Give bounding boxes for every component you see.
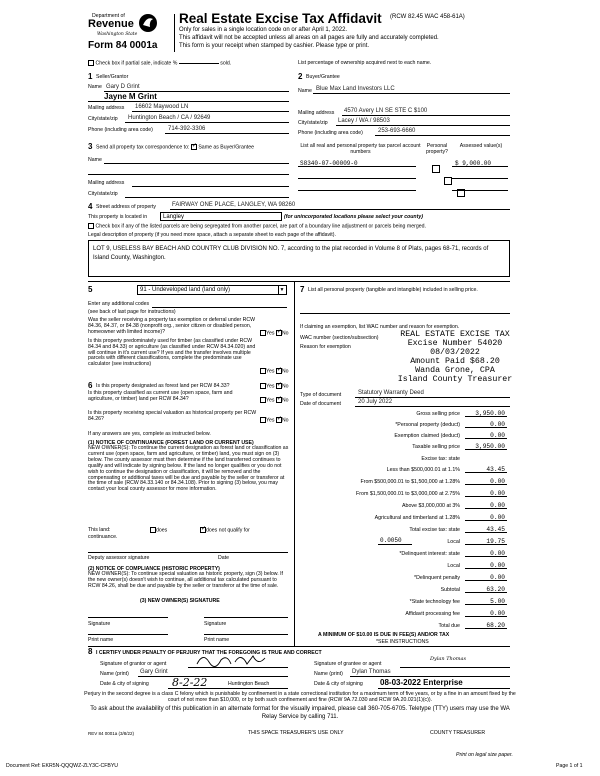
claim-exemption-label: If claiming an exemption, list WAC number and reason for exemption. bbox=[300, 324, 460, 330]
land-use-value: 91 - Undeveloped land (land only) bbox=[140, 287, 231, 293]
see-back-note: (see back of last page for instructions) bbox=[88, 309, 176, 315]
correspondence-mailing-label: Mailing address bbox=[88, 180, 125, 186]
q-current-use-yes-checkbox[interactable] bbox=[260, 368, 266, 374]
grantor-date-label: Date & city of signing bbox=[100, 681, 149, 687]
grantor-date-value[interactable]: 8-2-22 bbox=[172, 676, 208, 689]
minimum-note: A MINIMUM OF $10.00 IS DUE IN FEE(S) AND/OR TAX bbox=[318, 632, 450, 638]
grantee-signature-label: Signature of grantee or agent bbox=[314, 661, 382, 667]
tier1-amount[interactable]: 43.45 bbox=[486, 466, 505, 473]
agency-name: Revenue bbox=[88, 18, 134, 30]
grantee-date-value[interactable]: 08-03-2022 Enterprise bbox=[380, 678, 463, 687]
subtotal-amount[interactable]: 63.20 bbox=[486, 586, 505, 593]
tier3-label: From $1,500,000.01 to $3,000,000 at 2.75% bbox=[356, 491, 460, 497]
certify-heading: I CERTIFY UNDER PENALTY OF PERJURY THAT THE FOREGOING IS TRUE AND CORRECT bbox=[96, 650, 322, 656]
yes-label: Yes bbox=[266, 330, 275, 337]
buyer-phone-value[interactable]: 253-693-6660 bbox=[378, 128, 416, 134]
subtotal-label: Subtotal bbox=[440, 587, 460, 593]
buyer-heading: Buyer/Grantee bbox=[306, 74, 340, 80]
partial-sale-checkbox[interactable] bbox=[88, 60, 94, 66]
land-use-section-number: 5 bbox=[88, 285, 93, 294]
section6-number: 6 bbox=[88, 381, 93, 390]
notice1-body: NEW OWNER(S): To continue the current designation as forest land or classification as current use (open space, farm and agriculture, or timber) land, you must sign on (3) below. The county assessor must then determine if the land transferred continues to qualify and will indicate by signing below. If the land no longer qualifies or you do not wish to continue the designation or classification, it will be removed and the compensating or additional taxes will be due and payable by the seller or transferor at the time of sale (RCW 84.33.140 or 84.34.108). Prior to signing (3) below, you may contact your local county assessor for more information. bbox=[88, 445, 289, 493]
total-state-amount[interactable]: 43.45 bbox=[486, 526, 505, 533]
county-treasurer-label: COUNTY TREASURER bbox=[430, 730, 486, 736]
ag-amount[interactable]: 0.00 bbox=[490, 514, 505, 521]
local-amount[interactable]: 19.75 bbox=[486, 538, 505, 545]
reason-label: Reason for exemption bbox=[300, 344, 351, 350]
document-ref: Document Ref: EKR5N-QQQWZ-ZLY3C-CFBYU bbox=[6, 763, 119, 769]
stamp-line-5: Wanda Grone, CPA bbox=[415, 366, 495, 375]
seller-mailing-label: Mailing address bbox=[88, 105, 125, 111]
q-exemption-no-checkbox[interactable] bbox=[276, 330, 282, 336]
q-special-answers bbox=[260, 417, 289, 423]
partial-sale-row bbox=[88, 60, 231, 66]
grantee-name-value[interactable]: Dylan Thomas bbox=[352, 669, 391, 675]
column-divider bbox=[294, 281, 295, 646]
agency-line3: Washington State bbox=[97, 32, 138, 37]
doc-date-value[interactable]: 20 July 2022 bbox=[358, 399, 393, 405]
notice1-title: (1) NOTICE OF CONTINUANCE (FOREST LAND OR CURRENT USE) bbox=[88, 440, 254, 446]
q-forest-label: Is this property designated as forest land per RCW 84.33? bbox=[96, 383, 230, 389]
chevron-down-icon: ▼ bbox=[279, 287, 285, 293]
notice3-title: (3) NEW OWNER(S) SIGNATURE bbox=[140, 598, 220, 604]
tier3-amount[interactable]: 0.00 bbox=[490, 490, 505, 497]
grantor-signature-label: Signature of grantor or agent bbox=[100, 661, 167, 667]
gross-label: Gross selling price bbox=[416, 411, 460, 417]
no-label: No bbox=[281, 330, 289, 337]
correspondence-city-label: City/state/zip bbox=[88, 191, 118, 197]
partial-sale-suffix: sold. bbox=[220, 60, 232, 67]
owner2-print-label: Print name bbox=[204, 637, 230, 643]
continuance-label: continuance. bbox=[88, 534, 118, 540]
grantor-signature-scribble bbox=[195, 652, 270, 669]
no-label: No bbox=[281, 397, 289, 404]
processing-fee-amount[interactable]: 0.00 bbox=[490, 610, 505, 617]
located-select[interactable] bbox=[160, 212, 282, 221]
does-not-checkbox[interactable] bbox=[200, 527, 206, 533]
grantor-city-value[interactable]: Huntington Beach bbox=[228, 681, 270, 687]
seller-name-label: Name bbox=[88, 84, 102, 90]
doc-date-label: Date of document bbox=[300, 401, 341, 407]
seller-phone-value[interactable]: 714-392-3306 bbox=[168, 126, 206, 132]
q-current-use-answers bbox=[260, 368, 289, 374]
excise-state-label: Excise tax: state bbox=[421, 456, 460, 462]
yes-label: Yes bbox=[266, 383, 275, 390]
q-exemption: Was the seller receiving a property tax exemption or deferral under RCW 84.36, 84.37, or 84.38 (nonprofit org., senior citizen or disabled person, homeowner with limited income)? bbox=[88, 317, 256, 335]
tier1-label: Less than $500,000.01 at 1.1% bbox=[386, 467, 460, 473]
legal-description-text: LOT 9, USELESS BAY BEACH AND COUNTRY CLUB DIVISION NO. 7, according to the plat recorded in Volume 8 of Plats, pages 68-71, records of Island County, Washington. bbox=[93, 246, 489, 261]
local-rate[interactable]: 0.0050 bbox=[380, 537, 402, 544]
q-classified-answers bbox=[260, 397, 289, 403]
notice-2: This affidavit will not be accepted unless all areas on all pages are fully and accurately completed. bbox=[179, 35, 439, 41]
buyer-mailing-value[interactable]: 4570 Avery LN SE STE C $100 bbox=[344, 108, 428, 114]
segregation-row bbox=[88, 223, 426, 229]
delinq-state-label: *Delinquent interest: state bbox=[399, 551, 460, 557]
property-section-number: 4 bbox=[88, 202, 93, 211]
buyer-section-number: 2 bbox=[298, 72, 303, 81]
same-as-buyer-label: Same as Buyer/Grantee bbox=[198, 144, 254, 151]
section7-number: 7 bbox=[300, 285, 305, 294]
see-instructions: *SEE INSTRUCTIONS bbox=[376, 639, 429, 645]
stamp-line-1: REAL ESTATE EXCISE TAX bbox=[400, 330, 510, 339]
section8-number: 8 bbox=[88, 647, 93, 656]
this-land-label: This land: bbox=[88, 527, 111, 533]
grantor-name-label: Name (print) bbox=[100, 671, 129, 677]
q-current-use: Is this property predominately used for timber (as classified under RCW 84.34 and 84.33) or agriculture (as classified under RCW 84.34.020) and will continue in it's current use? If yes and the transfer involves multiple parcels with different classifications, complete the predominate use calculator (see instructions) bbox=[88, 338, 256, 368]
q-classified-no-checkbox[interactable] bbox=[276, 397, 282, 403]
gross-amount[interactable]: 3,950.00 bbox=[475, 410, 505, 417]
q-special-yes-checkbox[interactable] bbox=[260, 417, 266, 423]
grantor-name-value[interactable]: Gary Grint bbox=[140, 669, 168, 675]
q-forest-no-checkbox[interactable] bbox=[276, 383, 282, 389]
legal-description-box[interactable] bbox=[88, 240, 510, 277]
total-due-label: Total due bbox=[438, 623, 460, 629]
doc-type-value[interactable]: Statutory Warranty Deed bbox=[358, 390, 424, 396]
taxable-label: Taxable selling price bbox=[412, 444, 460, 450]
stamp-line-2: Excise Number 54020 bbox=[407, 339, 503, 348]
buyer-city-value[interactable]: Lacey / WA / 98503 bbox=[338, 118, 390, 124]
q-exemption-answers bbox=[260, 330, 289, 336]
total-due-amount[interactable]: 68.20 bbox=[486, 622, 505, 629]
buyer-name-label: Name bbox=[298, 88, 312, 94]
parcel-header-accounts: List all real and personal property tax parcel account numbers bbox=[300, 143, 421, 155]
q-classified-yes-checkbox[interactable] bbox=[260, 397, 266, 403]
buyer-city-label: City/state/zip bbox=[298, 120, 328, 126]
ag-label: Agricultural and timberland at 1.28% bbox=[374, 515, 460, 521]
no-label: No bbox=[281, 368, 289, 375]
delinq-local-label: Local bbox=[447, 563, 460, 569]
grantee-name-label: Name (print) bbox=[314, 671, 343, 677]
alternate-format-notice: To ask about the availability of this publication in an alternate format for the visually impaired, please call 360-705-6705. Teletype (TTY) users may use the WA Relay Service by calling 711. bbox=[90, 706, 510, 720]
header-divider bbox=[174, 14, 175, 52]
treasurer-stamp bbox=[380, 330, 530, 384]
located-value: Langley bbox=[163, 214, 185, 220]
tier2-amount[interactable]: 0.00 bbox=[490, 478, 505, 485]
agency-line1: Department of bbox=[92, 13, 125, 19]
agency-logo bbox=[86, 12, 171, 50]
seller-heading: Seller/Grantor bbox=[96, 74, 129, 80]
ownership-note: List percentage of ownership acquired next to each name. bbox=[298, 60, 432, 66]
form-title-ref: (RCW 82.45 WAC 458-61A) bbox=[390, 14, 465, 20]
q-forest bbox=[96, 383, 230, 389]
correspondence-heading: Send all property tax correspondence to: bbox=[96, 144, 190, 151]
owner1-print-label: Print name bbox=[88, 637, 114, 643]
notice2-title: (2) NOTICE OF COMPLIANCE (HISTORIC PROPERTY) bbox=[88, 566, 220, 572]
not-qualify-row bbox=[200, 527, 250, 533]
seller-section-number: 1 bbox=[88, 72, 93, 81]
correspondence-row bbox=[96, 144, 254, 150]
no-label: No bbox=[281, 383, 289, 390]
deputy-signature-label: Deputy assessor signature bbox=[88, 555, 150, 561]
wac-label: WAC number (section/subsection) bbox=[300, 335, 379, 341]
local-label: Local bbox=[447, 539, 460, 545]
parcel-header-assessed: Assessed value(s) bbox=[459, 143, 503, 149]
same-as-buyer-checkbox[interactable] bbox=[191, 144, 197, 150]
seller-phone-label: Phone (including area code) bbox=[88, 127, 153, 133]
deputy-date-label: Date bbox=[218, 555, 229, 561]
total-state-label: Total excise tax: state bbox=[409, 527, 460, 533]
q-classified: Is this property classified as current use (open space, farm and agriculture, or timber) land per RCW 84.34? bbox=[88, 390, 233, 402]
tier2-label: From $500,000.01 to $1,500,000 at 1.28% bbox=[360, 479, 460, 485]
q-forest-yes-checkbox[interactable] bbox=[260, 383, 266, 389]
buyer-name-value[interactable]: Blue Max Land Investors LLC bbox=[316, 86, 395, 92]
partial-sale-label: Check box if partial sale, indicate % bbox=[95, 60, 178, 67]
q-special: Is this property receiving special valuation as historical property per RCW 84.26? bbox=[88, 410, 257, 422]
does-not-label: does not qualify for bbox=[206, 527, 250, 534]
exemption-label: Exemption claimed (deduct) bbox=[394, 433, 460, 439]
personal-property-heading: List all personal property (tangible and intangible) included in selling price. bbox=[308, 287, 478, 293]
does-label: does bbox=[156, 527, 168, 534]
legal-size-note: Print on legal size paper. bbox=[456, 752, 513, 758]
grantee-date-label: Date & city of signing bbox=[314, 681, 363, 687]
washington-logo-icon bbox=[138, 12, 158, 34]
located-label: This property is located in bbox=[88, 214, 148, 220]
treasurer-use-only: THIS SPACE TREASURER'S USE ONLY bbox=[248, 730, 344, 736]
qualify-row bbox=[150, 527, 167, 533]
additional-codes-label: Enter any additional codes bbox=[88, 301, 150, 307]
owner1-signature-label: Signature bbox=[88, 621, 111, 627]
personal-deduct-label: *Personal property (deduct) bbox=[395, 422, 460, 428]
grantee-signature-value[interactable]: Dylan Thomas bbox=[430, 656, 467, 662]
taxable-amount[interactable]: 3,950.00 bbox=[475, 443, 505, 450]
yes-label: Yes bbox=[266, 397, 275, 404]
exemption-amount[interactable]: 0.00 bbox=[490, 432, 505, 439]
notice2-body: NEW OWNER(S): To continue special valuation as historic property, sign (3) below. If the new owner(s) doesn't wish to continue, all additional tax calculated pursuant to RCW 84.26, shall be due and payable by the seller or transferor at the time of sale. bbox=[88, 571, 283, 589]
form-title: Real Estate Excise Tax Affidavit bbox=[179, 11, 382, 26]
street-label: Street address of property bbox=[96, 204, 156, 210]
seller-name-value[interactable]: Gary D Grint bbox=[106, 84, 140, 90]
q-current-use-no-checkbox[interactable] bbox=[276, 368, 282, 374]
stamp-line-4: Amount Paid $68.20 bbox=[410, 357, 500, 366]
segregation-checkbox[interactable] bbox=[88, 223, 94, 229]
located-note: (for unincorporated locations please select your county) bbox=[284, 214, 423, 220]
q-forest-answers bbox=[260, 383, 289, 389]
stamp-line-6: Island County Treasurer bbox=[397, 375, 513, 384]
perjury-notice: Perjury in the second degree is a class C felony which is punishable by confinement in a state correctional institution for a maximum term of five years, or by a fine in an amount fixed by the court of not more than $10,000, or by both such confinement and fine (RCW 9A.72.030 and RCW 9A.20.021(1)(c)). bbox=[84, 691, 516, 703]
form-number: Form 84 0001a bbox=[88, 40, 158, 51]
parcel-header-personal: Personal property? bbox=[426, 143, 448, 155]
buyer-mailing-label: Mailing address bbox=[298, 110, 335, 116]
correspondence-name-label: Name bbox=[88, 157, 102, 163]
notice-1: Only for sales in a single location code on or after April 1, 2022. bbox=[179, 27, 348, 33]
parcel-number[interactable]: S8340-07-00009-0 bbox=[300, 160, 358, 167]
parcel-assessed-value[interactable]: $ 9,000.00 bbox=[455, 160, 492, 167]
tier4-label: Above $3,000,000 at 3% bbox=[401, 503, 460, 509]
tier4-amount[interactable]: 0.00 bbox=[490, 502, 505, 509]
owner2-signature-label: Signature bbox=[204, 621, 227, 627]
land-use-select[interactable] bbox=[137, 285, 287, 295]
buyer-phone-label: Phone (including area code) bbox=[298, 130, 363, 136]
penalty-amount[interactable]: 0.00 bbox=[490, 574, 505, 581]
does-checkbox[interactable] bbox=[150, 527, 156, 533]
q-special-no-checkbox[interactable] bbox=[276, 417, 282, 423]
if-any-yes: If any answers are yes, complete as instructed below. bbox=[88, 431, 211, 437]
segregation-note: Check box if any of the listed parcels are being segregated from another parcel, are part of a boundary line adjustment or parcels being merged. bbox=[95, 223, 426, 230]
page-number: Page 1 of 1 bbox=[556, 763, 583, 769]
no-label: No bbox=[281, 417, 289, 424]
seller-city-label: City/state/zip bbox=[88, 116, 118, 122]
rev-code: REV 84 0001a (3/8/22) bbox=[88, 731, 135, 736]
stamp-line-3: 08/03/2022 bbox=[430, 348, 480, 357]
penalty-label: *Delinquent penalty bbox=[414, 575, 460, 581]
yes-label: Yes bbox=[266, 417, 275, 424]
street-value[interactable]: FAIRWAY ONE PLACE, LANGLEY, WA 98260 bbox=[172, 202, 296, 208]
tech-fee-label: *State technology fee bbox=[409, 599, 460, 605]
q-exemption-yes-checkbox[interactable] bbox=[260, 330, 266, 336]
delinq-local-amount[interactable]: 0.00 bbox=[490, 562, 505, 569]
seller-city-value[interactable]: Huntington Beach / CA / 92649 bbox=[128, 115, 211, 121]
correspondence-section-number: 3 bbox=[88, 142, 93, 151]
seller-mailing-value[interactable]: 16602 Maywood LN bbox=[135, 104, 189, 110]
legal-description-label: Legal description of property (if you need more space, attach a separate sheet to each page of the affidavit). bbox=[88, 232, 336, 238]
personal-deduct-amount[interactable]: 0.00 bbox=[490, 421, 505, 428]
yes-label: Yes bbox=[266, 368, 275, 375]
tech-fee-amount[interactable]: 5.00 bbox=[490, 598, 505, 605]
seller-name-value-2[interactable]: Jayne M Grint bbox=[104, 92, 157, 101]
parcel-personal-checkbox-1[interactable] bbox=[432, 165, 440, 173]
notice-3: This form is your receipt when stamped by cashier. Please type or print. bbox=[179, 43, 370, 49]
doc-type-label: Type of document bbox=[300, 392, 342, 398]
processing-fee-label: Affidavit processing fee bbox=[405, 611, 460, 617]
delinq-state-amount[interactable]: 0.00 bbox=[490, 550, 505, 557]
